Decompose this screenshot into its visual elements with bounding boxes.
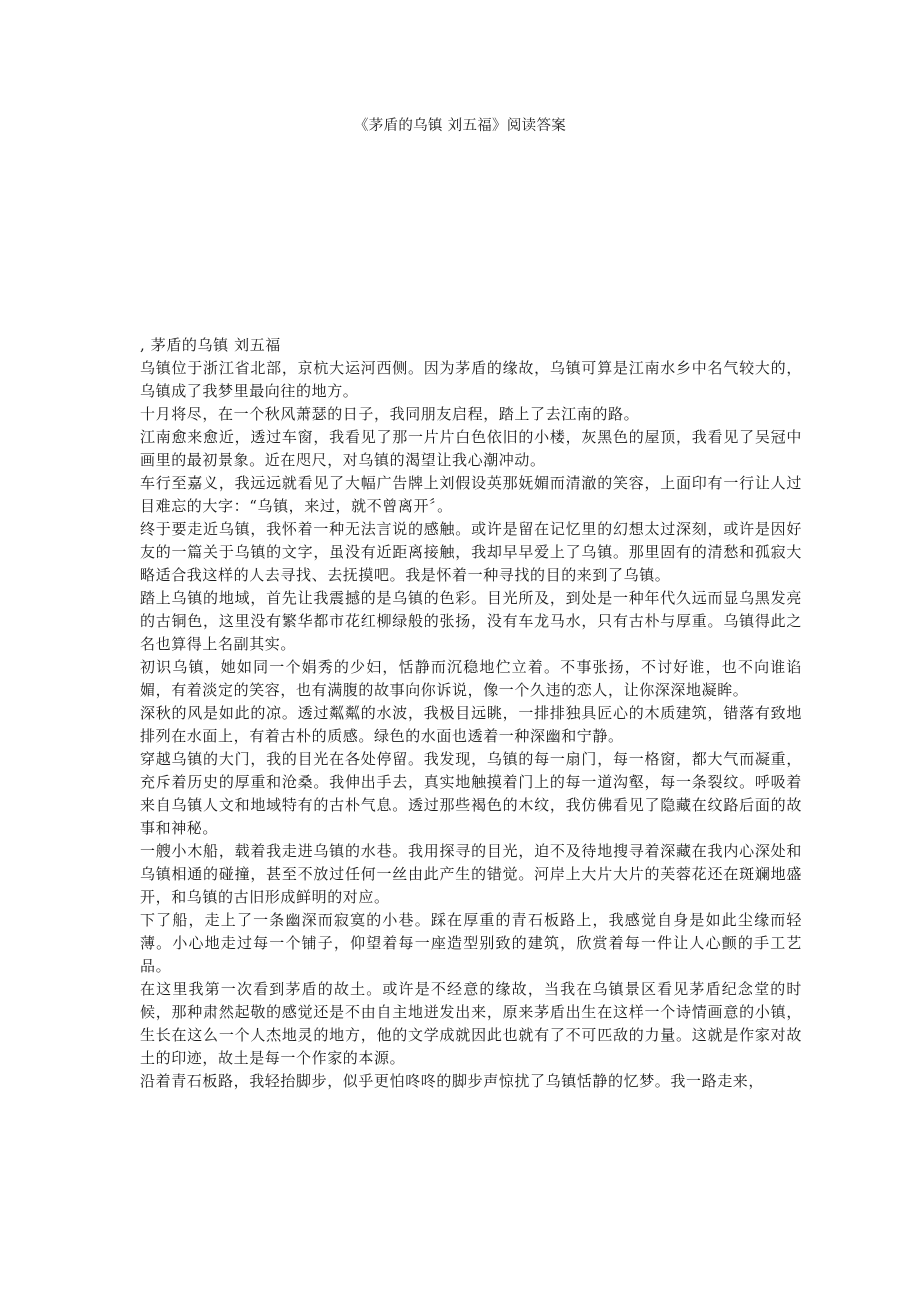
paragraph: 终于要走近乌镇，我怀着一种无法言说的感触。或许是留在记忆里的幻想太过深刻，或许是因好友的一篇关于乌镇的文字，虽没有近距离接触，我却早早爱上了乌镇。那里固有的清愁和孤寂大略适合我这样的人去寻找、去抚摸吧。我是怀着一种寻找的目的来到了乌镇。 <box>140 520 802 584</box>
document-title: 《茅盾的乌镇 刘五福》阅读答案 <box>353 118 567 134</box>
article-body <box>140 334 802 1093</box>
paragraph: 车行至嘉义，我远远就看见了大幅广告牌上刘假设英那妩媚而清澈的笑容，上面印有一行让人过目难忘的大字：“乌镇，来过，就不曾离开〞。 <box>140 474 802 515</box>
paragraph: 穿越乌镇的大门，我的目光在各处停留。我发现，乌镇的每一扇门，每一格窗，都大气而凝重，充斥着历史的厚重和沧桑。我伸出手去，真实地触摸着门上的每一道沟壑，每一条裂纹。呼吸着来自乌镇人文和地域特有的古朴气息。透过那些褐色的木纹，我仿佛看见了隐藏在纹路后面的故事和神秘。 <box>140 750 802 837</box>
paragraph: 踏上乌镇的地域，首先让我震撼的是乌镇的色彩。目光所及，到处是一种年代久远而显乌黑发亮的古铜色，这里没有繁华都市花红柳绿般的张扬，没有车龙马水，只有古朴与厚重。乌镇得此之名也算得上名副其实。 <box>140 589 802 653</box>
article-byline: , 茅盾的乌镇 刘五福 <box>140 336 281 354</box>
paragraph: 下了船，走上了一条幽深而寂寞的小巷。踩在厚重的青石板路上，我感觉自身是如此尘缘而轻薄。小心地走过每一个铺子，仰望着每一座造型别致的建筑，欣赏着每一件让人心颤的手工艺品。 <box>140 911 802 975</box>
paragraph: 在这里我第一次看到茅盾的故土。或许是不经意的缘故，当我在乌镇景区看见茅盾纪念堂的时候，那种肃然起敬的感觉还是不由自主地迸发出来，原来茅盾出生在这样一个诗情画意的小镇，生长在这么一个人杰地灵的地方，他的文学成就因此也就有了不可匹敌的力量。这就是作家对故土的印迹，故土是每一个作家的本源。 <box>140 980 802 1067</box>
paragraph: 沿着青石板路，我轻抬脚步，似乎更怕咚咚的脚步声惊扰了乌镇恬静的忆梦。我一路走来， <box>140 1072 765 1090</box>
paragraph: 十月将尽，在一个秋风萧瑟的日子，我同朋友启程，踏上了去江南的路。 <box>140 405 640 423</box>
paragraph: 一艘小木船，载着我走进乌镇的水巷。我用探寻的目光，迫不及待地搜寻着深藏在我内心深处和乌镇相通的碰撞，甚至不放过任何一丝由此产生的错觉。河岸上大片大片的芙蓉花还在斑斓地盛开，和乌镇的古旧形成鲜明的对应。 <box>140 842 802 906</box>
paragraph: 初识乌镇，她如同一个娟秀的少妇，恬静而沉稳地伫立着。不事张扬，不讨好谁，也不向谁谄媚，有着淡定的笑容，也有满腹的故事向你诉说，像一个久违的恋人，让你深深地凝眸。 <box>140 658 802 699</box>
paragraph: 江南愈来愈近，透过车窗，我看见了那一片片白色依旧的小楼，灰黑色的屋顶，我看见了吴冠中画里的最初景象。近在咫尺，对乌镇的渴望让我心潮冲动。 <box>140 428 802 469</box>
paragraph: 乌镇位于浙江省北部，京杭大运河西侧。因为茅盾的缘故，乌镇可算是江南水乡中名气较大的，乌镇成了我梦里最向往的地方。 <box>140 359 802 400</box>
paragraph: 深秋的风是如此的凉。透过粼粼的水波，我极目远眺，一排排独具匠心的木质建筑，错落有致地排列在水面上，有着古朴的质感。绿色的水面也透着一种深幽和宁静。 <box>140 704 802 745</box>
